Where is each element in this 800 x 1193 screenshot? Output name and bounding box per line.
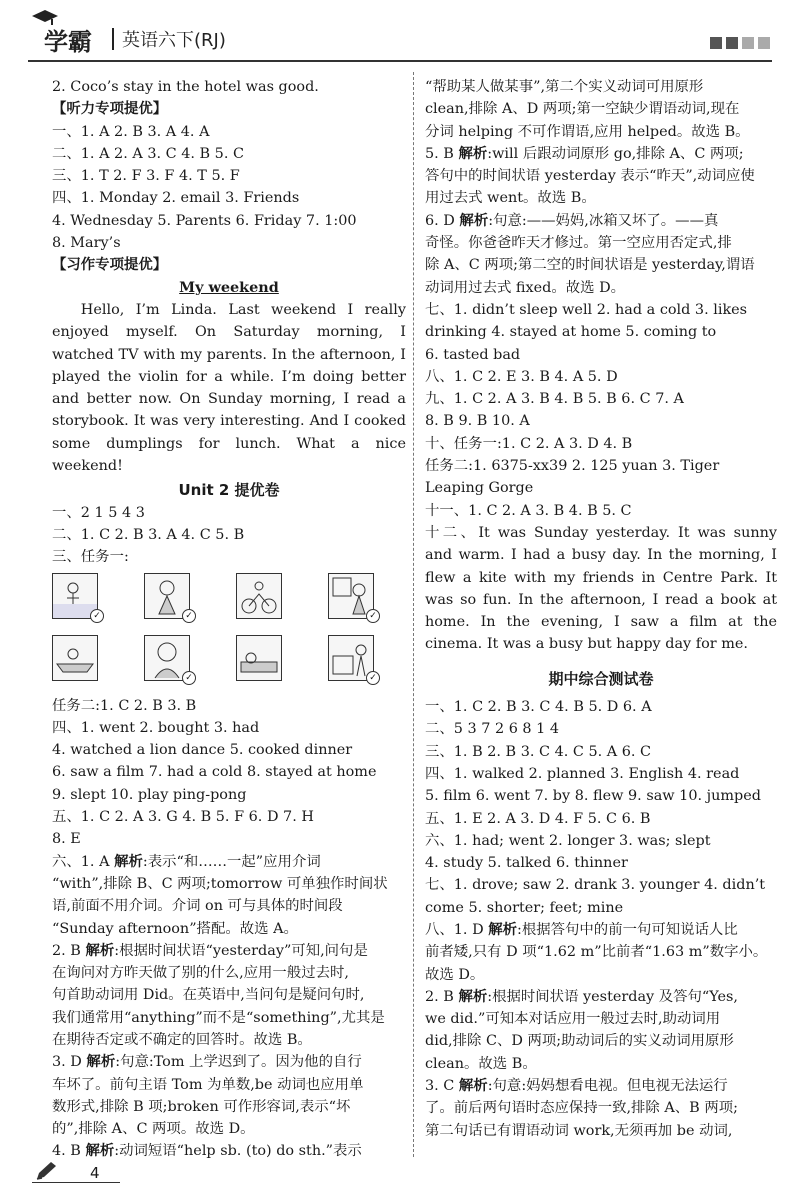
essay-answer: 十二、It was Sunday yesterday. It was sunny and warm. I had a busy day. In the morning, I flew a kite with my friends in Centre Park. It was so fun. In the afternoon, I read a book at home. In the evening, I saw a film at the cinema. It was a busy but happy day for me. bbox=[425, 524, 777, 653]
pencil-icon bbox=[34, 1160, 60, 1182]
answer-line: 二、5 3 7 2 6 8 1 4 bbox=[425, 721, 560, 738]
answer-line: 8. Mary’s bbox=[52, 235, 121, 252]
explanation-line: 前者矮,只有 D 项“1.62 m”比前者“1.63 m”数字小。 bbox=[425, 944, 768, 961]
answer-line: 八、1. C 2. E 3. B 4. A 5. D bbox=[425, 368, 618, 385]
explanation-line: 句首助动词用 Did。在英语中,当问句是疑问句时, bbox=[52, 987, 365, 1004]
page-number: 4 bbox=[90, 1164, 100, 1182]
answer-line: 十、任务一:1. C 2. A 3. D 4. B bbox=[425, 435, 633, 452]
answer-line: 8. B 9. B 10. A bbox=[425, 413, 530, 430]
explanation-line: 动词用过去式 fixed。故选 D。 bbox=[425, 279, 626, 296]
essay-text: Hello, I’m Linda. Last weekend I really enjoyed myself. On Saturday morning, I watched TV with my parents. In the afternoon, I played the violin for a while. I’m doing better and better now. On Sunday morning, I read a storybook. It was very interesting. And I cooked some dumplings for lunch. What a nice weekend! bbox=[52, 301, 406, 475]
book-title: 英语六下(RJ) bbox=[122, 30, 226, 51]
page-footer bbox=[28, 1160, 120, 1184]
right-column bbox=[425, 76, 777, 1142]
explanation-label: 解析 bbox=[459, 211, 489, 229]
explanation-line: 的”,排除 A、C 两项。故选 D。 bbox=[52, 1121, 255, 1138]
brand-logo bbox=[44, 22, 92, 57]
answer-line: 一、1. C 2. B 3. C 4. B 5. D 6. A bbox=[425, 699, 652, 716]
answer-line: 十一、1. C 2. A 3. B 4. B 5. C bbox=[425, 502, 632, 519]
explanation-line: did,排除 C、D 两项;助动词后的实义动词用原形 bbox=[425, 1033, 734, 1050]
explanation-label: 解析 bbox=[85, 941, 115, 959]
explanation-line: 答句中的时间状语 yesterday 表示“昨天”,动词应使 bbox=[425, 168, 755, 185]
answer-line: 五、1. E 2. A 3. D 4. F 5. C 6. B bbox=[425, 810, 651, 827]
answer-line: 一、1. A 2. B 3. A 4. A bbox=[52, 123, 210, 140]
answer-line: 二、1. A 2. A 3. C 4. B 5. C bbox=[52, 145, 244, 162]
graduation-cap-icon bbox=[30, 8, 60, 28]
answer-line: 七、1. drove; saw 2. drank 3. younger 4. didn’t bbox=[425, 877, 766, 894]
picture-bed bbox=[236, 635, 282, 681]
explanation-line: 用过去式 went。故选 B。 bbox=[425, 190, 596, 207]
answer-line: 2. Coco’s stay in the hotel was good. bbox=[52, 79, 319, 95]
unit-title: Unit 2 提优卷 bbox=[178, 481, 280, 500]
explanation-label: 解析 bbox=[86, 1053, 116, 1071]
explanation-line: 3. C 解析:句意:妈妈想看电视。但电视无法运行 bbox=[425, 1077, 728, 1095]
check-icon: ✓ bbox=[182, 671, 196, 685]
answer-line: come 5. shorter; feet; mine bbox=[425, 899, 624, 916]
explanation-label: 解析 bbox=[85, 1142, 115, 1160]
answer-line: 三、1. B 2. B 3. C 4. C 5. A 6. C bbox=[425, 743, 652, 760]
answer-line: 三、1. T 2. F 3. F 4. T 5. F bbox=[52, 168, 240, 185]
explanation-label: 解析 bbox=[114, 852, 143, 870]
explanation-line: “帮助某人做某事”,第二个实义动词可用原形 bbox=[425, 79, 704, 95]
explanation-line: 6. D 解析:句意:——妈妈,冰箱又坏了。——真 bbox=[425, 211, 719, 229]
answer-line: 5. film 6. went 7. by 8. flew 9. saw 10. jumped bbox=[425, 788, 761, 805]
answer-line: 4. watched a lion dance 5. cooked dinner bbox=[52, 742, 353, 759]
footer-rule bbox=[32, 1182, 120, 1183]
explanation-line: we did.”可知本对话应用一般过去时,助动词用 bbox=[425, 1011, 721, 1028]
answer-line: 6. saw a film 7. had a cold 8. stayed at home bbox=[52, 764, 377, 781]
left-column bbox=[52, 76, 406, 1163]
answer-line: 一、2 1 5 4 3 bbox=[52, 504, 145, 521]
page-header bbox=[0, 0, 800, 62]
answer-line: 四、1. Monday 2. email 3. Friends bbox=[52, 190, 300, 207]
essay-title: My weekend bbox=[179, 278, 279, 296]
check-icon: ✓ bbox=[182, 609, 196, 623]
explanation-line: 除 A、C 两项;第二空的时间状语是 yesterday,谓语 bbox=[425, 257, 755, 274]
answer-line: 六、1. had; went 2. longer 3. was; slept bbox=[425, 832, 711, 849]
answer-line: 9. slept 10. play ping-pong bbox=[52, 786, 247, 803]
answer-line: 二、1. C 2. B 3. A 4. C 5. B bbox=[52, 526, 245, 543]
explanation-line: 3. D 解析:句意:Tom 上学迟到了。因为他的自行 bbox=[52, 1053, 362, 1071]
explanation-line: 数形式,排除 B 项;broken 可作形容词,表示“坏 bbox=[52, 1098, 351, 1115]
check-icon: ✓ bbox=[366, 609, 380, 623]
task-pictures bbox=[52, 569, 406, 695]
answer-line: Leaping Gorge bbox=[425, 480, 534, 497]
explanation-line: 2. B 解析:根据时间状语“yesterday”可知,问句是 bbox=[52, 941, 368, 959]
header-separator bbox=[112, 28, 114, 50]
explanation-line: clean,排除 A、D 两项;第一空缺少谓语动词,现在 bbox=[425, 101, 740, 118]
answer-line: 4. Wednesday 5. Parents 6. Friday 7. 1:00 bbox=[52, 212, 357, 229]
explanation-line: 4. B 解析:动词短语“help sb. (to) do sth.”表示 bbox=[52, 1142, 362, 1160]
column-divider bbox=[413, 72, 414, 1157]
answer-line: 七、1. didn’t sleep well 2. had a cold 3. likes bbox=[425, 301, 748, 318]
explanation-label: 解析 bbox=[458, 144, 488, 162]
explanation-line: “with”,排除 B、C 两项;tomorrow 可单独作时间状 bbox=[52, 875, 388, 892]
answer-line: 四、1. walked 2. planned 3. English 4. read bbox=[425, 765, 740, 782]
explanation-line: 2. B 解析:根据时间状语 yesterday 及答句“Yes, bbox=[425, 987, 738, 1005]
picture-bike bbox=[236, 573, 282, 619]
header-decoration bbox=[706, 34, 770, 53]
answer-line: 四、1. went 2. bought 3. had bbox=[52, 719, 260, 736]
explanation-line: 5. B 解析:will 后跟动词原形 go,排除 A、C 两项; bbox=[425, 144, 744, 162]
answer-line: 三、任务一: bbox=[52, 549, 129, 566]
header-rule bbox=[28, 60, 772, 62]
check-icon: ✓ bbox=[366, 671, 380, 685]
explanation-label: 解析 bbox=[488, 920, 517, 938]
explanation-line: 分词 helping 不可作谓语,应用 helped。故选 B。 bbox=[425, 123, 750, 140]
answer-line: 6. tasted bad bbox=[425, 346, 521, 363]
check-icon: ✓ bbox=[90, 609, 104, 623]
explanation-line: 在询问对方昨天做了别的什么,应用一般过去时, bbox=[52, 965, 349, 982]
explanation-line: 故选 D。 bbox=[425, 966, 485, 983]
answer-line: 九、1. C 2. A 3. B 4. B 5. B 6. C 7. A bbox=[425, 391, 684, 408]
explanation-line: 第二句话已有谓语动词 work,无须再加 be 动词, bbox=[425, 1122, 733, 1139]
answer-line: 五、1. C 2. A 3. G 4. B 5. F 6. D 7. H bbox=[52, 809, 314, 826]
explanation-label: 解析 bbox=[458, 1077, 488, 1095]
explanation-label: 解析 bbox=[458, 987, 488, 1005]
explanation-line: 车坏了。前句主语 Tom 为单数,be 动词也应用单 bbox=[52, 1076, 364, 1093]
midterm-title: 期中综合测试卷 bbox=[548, 669, 654, 688]
logo-text: 学霸 bbox=[44, 28, 92, 56]
explanation-line: 在期待否定或不确定的回答时。故选 B。 bbox=[52, 1031, 312, 1048]
explanation-line: 六、1. A 解析:表示“和……一起”应用介词 bbox=[52, 852, 321, 870]
explanation-line: “Sunday afternoon”搭配。故选 A。 bbox=[52, 920, 298, 937]
answer-line: 8. E bbox=[52, 831, 81, 848]
answer-line: drinking 4. stayed at home 5. coming to bbox=[425, 324, 717, 341]
explanation-line: 语,前面不用介词。介词 on 可与具体的时间段 bbox=[52, 898, 343, 915]
section-title-writing: 【习作专项提优】 bbox=[52, 257, 168, 274]
explanation-line: 八、1. D 解析:根据答句中的前一句可知说话人比 bbox=[425, 920, 738, 938]
explanation-line: 了。前后两句语时态应保持一致,排除 A、B 两项; bbox=[425, 1100, 738, 1117]
explanation-line: 奇怪。你爸爸昨天才修过。第一空应用否定式,排 bbox=[425, 235, 732, 252]
picture-boat bbox=[52, 635, 98, 681]
explanation-line: clean。故选 B。 bbox=[425, 1055, 537, 1072]
section-title-listening: 【听力专项提优】 bbox=[52, 101, 168, 118]
answer-line: 任务二:1. C 2. B 3. B bbox=[52, 697, 197, 714]
explanation-line: 我们通常用“anything”而不是“something”,尤其是 bbox=[52, 1009, 385, 1026]
answer-line: 任务二:1. 6375-xx39 2. 125 yuan 3. Tiger bbox=[425, 458, 720, 475]
answer-line: 4. study 5. talked 6. thinner bbox=[425, 855, 628, 872]
